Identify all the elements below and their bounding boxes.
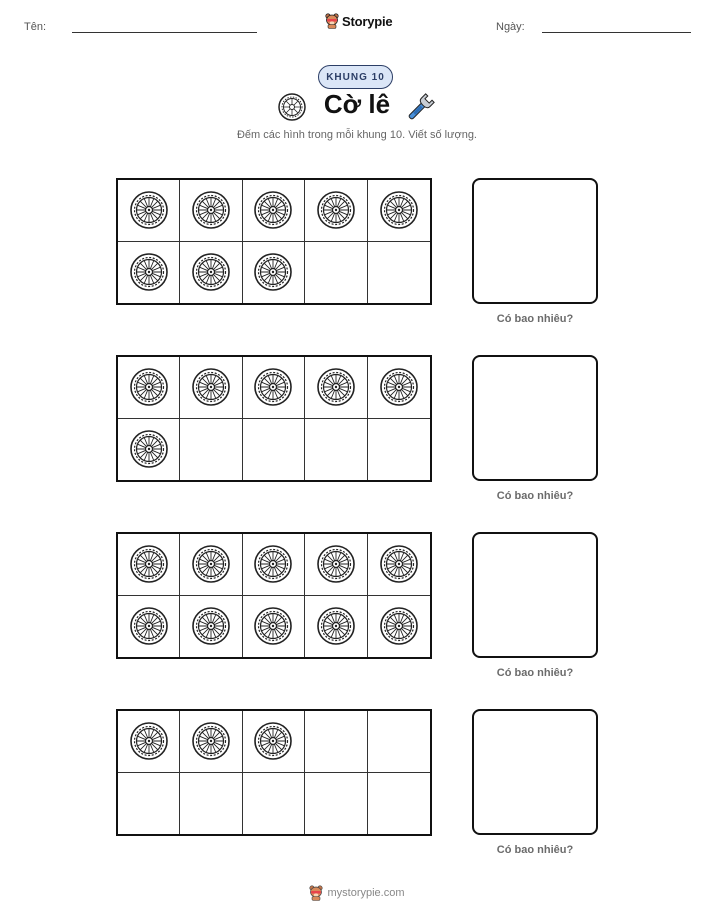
wheel-icon [379,544,419,584]
frame-cell [368,711,430,773]
frame-cell [368,242,430,304]
frame-cell [368,596,430,658]
ten-frame [116,178,432,305]
frame-cell [305,773,367,835]
frame-cell [243,357,305,419]
answer-box[interactable] [472,532,598,658]
frame-cell [368,357,430,419]
wheel-icon [129,367,169,407]
frame-cell [368,773,430,835]
ten-frame [116,532,432,659]
wheel-icon [253,606,293,646]
date-label: Ngày: [496,21,525,33]
wheel-icon [191,721,231,761]
brand-logo [325,13,392,29]
question-label: Có bao nhiêu? [496,667,574,679]
question-label: Có bao nhiêu? [496,490,574,502]
frame-cell [243,534,305,596]
name-line[interactable] [72,32,257,33]
wheel-icon [129,606,169,646]
frame-cell [180,242,242,304]
frame-cell [305,534,367,596]
frame-cell [118,242,180,304]
frame-cell [118,711,180,773]
wheel-icon [379,606,419,646]
wheel-icon [129,190,169,230]
frame-cell [180,711,242,773]
frame-cell [180,596,242,658]
wheel-icon [129,721,169,761]
frame-cell [118,596,180,658]
frame-cell [118,534,180,596]
worksheet-badge: KHUNG 10 [318,65,393,89]
ten-frame [116,709,432,836]
name-label: Tên: [24,21,47,33]
wheel-icon [316,190,356,230]
wheel-icon [316,367,356,407]
wheel-icon [379,367,419,407]
frame-cell [243,711,305,773]
wheel-icon [253,252,293,292]
wheel-icon [129,252,169,292]
wheel-icon [379,190,419,230]
wheel-icon [129,429,169,469]
frame-cell [118,180,180,242]
wheel-icon [253,721,293,761]
frame-cell [118,419,180,481]
wheel-icon [253,367,293,407]
frame-cell [368,180,430,242]
frame-cell [368,534,430,596]
bear-logo-icon [309,885,323,901]
wheel-icon [191,544,231,584]
wheel-icon [316,544,356,584]
answer-box[interactable] [472,709,598,835]
frame-cell [243,180,305,242]
answer-box[interactable] [472,355,598,481]
wheel-icon [191,367,231,407]
wheel-icon [316,606,356,646]
bear-logo-icon [325,13,339,29]
frame-cell [305,357,367,419]
frame-cell [118,773,180,835]
frame-cell [305,711,367,773]
wheel-icon [191,606,231,646]
frame-cell [305,180,367,242]
frame-cell [180,773,242,835]
frame-cell [118,357,180,419]
wheel-icon [191,190,231,230]
frame-cell [180,534,242,596]
answer-box[interactable] [472,178,598,304]
frame-cell [243,419,305,481]
footer [0,885,714,901]
frame-cell [180,419,242,481]
frame-cell [305,419,367,481]
instruction-text: Đếm các hình trong mỗi khung 10. Viết số lượng. [236,129,477,141]
frame-cell [305,596,367,658]
brand-name: Storypie [342,13,393,29]
wheel-icon [129,544,169,584]
frame-cell [243,242,305,304]
ten-frame [116,355,432,482]
page-title: Cờ lê [323,89,391,119]
wheel-icon [253,544,293,584]
footer-url: mystorypie.com [327,887,405,899]
date-line[interactable] [542,32,691,33]
frame-cell [243,773,305,835]
question-label: Có bao nhiêu? [496,844,574,856]
frame-cell [368,419,430,481]
wheel-icon [253,190,293,230]
question-label: Có bao nhiêu? [496,313,574,325]
frame-cell [305,242,367,304]
frame-cell [180,357,242,419]
frame-cell [180,180,242,242]
frame-cell [243,596,305,658]
wheel-icon [191,252,231,292]
wrench-icon [404,92,436,124]
